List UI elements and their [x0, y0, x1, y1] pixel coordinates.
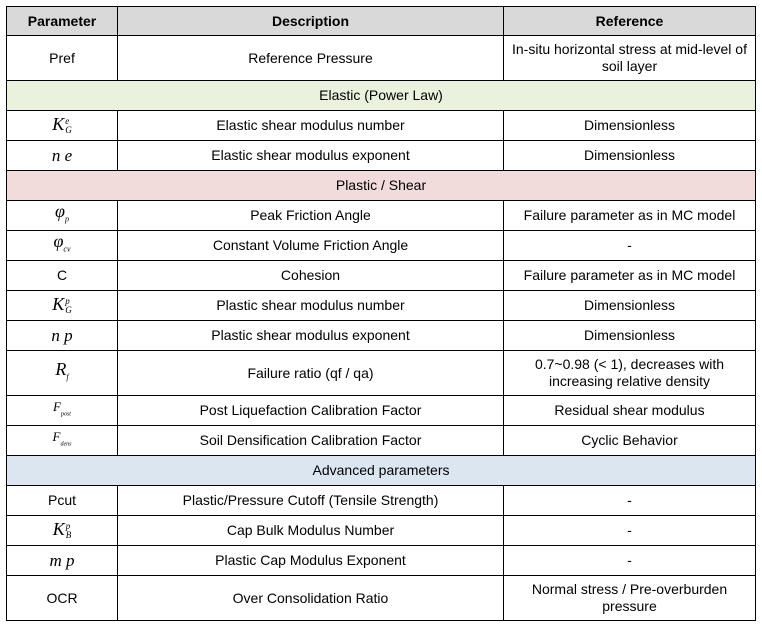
- table-row: [7, 396, 756, 426]
- desc-kbp: Cap Bulk Modulus Number: [118, 516, 504, 546]
- ref-rf: 0.7~0.98 (< 1), decreases with increasing relative density: [504, 351, 756, 396]
- param-ne: n e: [7, 141, 118, 171]
- ref-pref: In-situ horizontal stress at mid-level of soil layer: [504, 36, 756, 81]
- param-phip: $\varphi_p$: [7, 201, 118, 231]
- param-fpost: $F_{post}$: [7, 396, 118, 426]
- ref-ocr: Normal stress / Pre-overburden pressure: [504, 576, 756, 621]
- table-row: [7, 111, 756, 141]
- desc-c: Cohesion: [118, 261, 504, 291]
- ref-np: Dimensionless: [504, 321, 756, 351]
- ref-fdens: Cyclic Behavior: [504, 426, 756, 456]
- desc-ne: Elastic shear modulus exponent: [118, 141, 504, 171]
- param-pref: Pref: [7, 36, 118, 81]
- param-rf: $R_f$: [7, 351, 118, 396]
- desc-kgp: Plastic shear modulus number: [118, 291, 504, 321]
- param-kbp: K p B: [7, 516, 118, 546]
- desc-pcut: Plastic/Pressure Cutoff (Tensile Strength): [118, 486, 504, 516]
- table-row: [7, 516, 756, 546]
- ref-kge: Dimensionless: [504, 111, 756, 141]
- table-row: [7, 426, 756, 456]
- ref-pcut: -: [504, 486, 756, 516]
- header-description: Description: [118, 7, 504, 36]
- desc-rf: Failure ratio (qf / qa): [118, 351, 504, 396]
- desc-np: Plastic shear modulus exponent: [118, 321, 504, 351]
- section-row-plastic: [7, 171, 756, 201]
- header-row: [7, 7, 756, 36]
- table-row: [7, 231, 756, 261]
- ref-kgp: Dimensionless: [504, 291, 756, 321]
- desc-mp: Plastic Cap Modulus Exponent: [118, 546, 504, 576]
- desc-phip: Peak Friction Angle: [118, 201, 504, 231]
- ref-phicv: -: [504, 231, 756, 261]
- desc-phicv: Constant Volume Friction Angle: [118, 231, 504, 261]
- section-row-advanced: [7, 456, 756, 486]
- table-row: [7, 321, 756, 351]
- parameter-table: [6, 6, 756, 621]
- param-fdens: $F_{dens}$: [7, 426, 118, 456]
- param-np: n p: [7, 321, 118, 351]
- param-kge: K e G: [7, 111, 118, 141]
- table-row: [7, 486, 756, 516]
- section-title-elastic: Elastic (Power Law): [7, 81, 756, 111]
- header-reference: Reference: [504, 7, 756, 36]
- table-row: [7, 351, 756, 396]
- table-row: [7, 546, 756, 576]
- table-row: [7, 291, 756, 321]
- ref-fpost: Residual shear modulus: [504, 396, 756, 426]
- desc-ocr: Over Consolidation Ratio: [118, 576, 504, 621]
- desc-kge: Elastic shear modulus number: [118, 111, 504, 141]
- table-row: [7, 576, 756, 621]
- param-pcut: Pcut: [7, 486, 118, 516]
- table-row: [7, 141, 756, 171]
- desc-fdens: Soil Densification Calibration Factor: [118, 426, 504, 456]
- desc-fpost: Post Liquefaction Calibration Factor: [118, 396, 504, 426]
- ref-mp: -: [504, 546, 756, 576]
- table-row: [7, 36, 756, 81]
- table-row: [7, 201, 756, 231]
- section-title-advanced: Advanced parameters: [7, 456, 756, 486]
- table-row: [7, 261, 756, 291]
- param-ocr: OCR: [7, 576, 118, 621]
- ref-c: Failure parameter as in MC model: [504, 261, 756, 291]
- param-phicv: $\varphi_{cv}$: [7, 231, 118, 261]
- header-parameter: Parameter: [7, 7, 118, 36]
- param-mp: m p: [7, 546, 118, 576]
- desc-pref: Reference Pressure: [118, 36, 504, 81]
- param-c: C: [7, 261, 118, 291]
- section-title-plastic: Plastic / Shear: [7, 171, 756, 201]
- ref-ne: Dimensionless: [504, 141, 756, 171]
- ref-kbp: -: [504, 516, 756, 546]
- section-row-elastic: [7, 81, 756, 111]
- param-kgp: K p G: [7, 291, 118, 321]
- ref-phip: Failure parameter as in MC model: [504, 201, 756, 231]
